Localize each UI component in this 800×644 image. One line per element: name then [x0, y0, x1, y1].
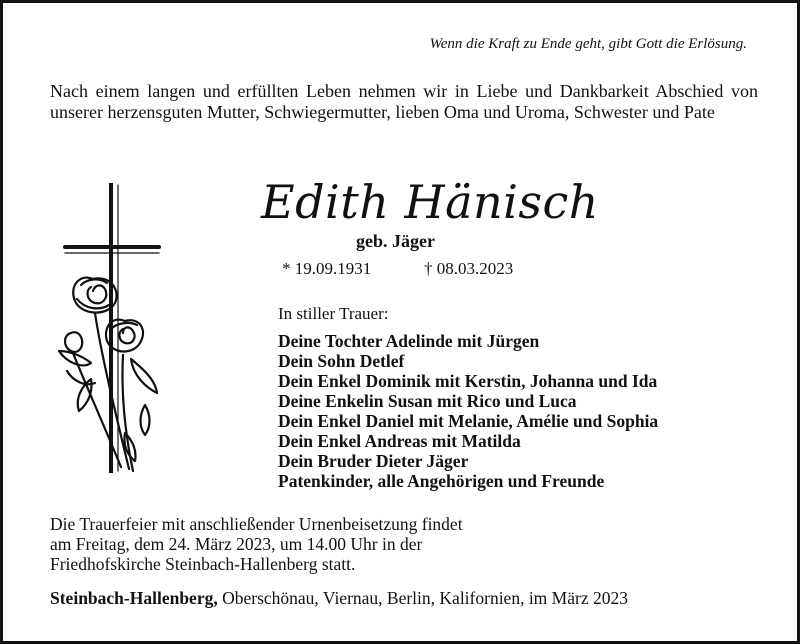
death-date: † 08.03.2023 — [424, 259, 514, 278]
list-item: Dein Sohn Detlef — [278, 351, 405, 371]
list-item: Dein Enkel Daniel mit Melanie, Amélie und Sophia — [278, 411, 659, 431]
list-item: Dein Enkel Dominik mit Kerstin, Johanna und Ida — [278, 371, 658, 391]
birth-date: * 19.09.1931 — [282, 259, 372, 278]
funeral-line: am Freitag, dem 24. März 2023, um 14.00 Uhr in der — [50, 534, 423, 554]
funeral-line: Friedhofskirche Steinbach-Hallenberg statt. — [50, 554, 356, 574]
deceased-name: Edith Hänisch — [261, 175, 599, 229]
mourning-label: In stiller Trauer: — [278, 304, 389, 323]
list-item: Dein Bruder Dieter Jäger — [278, 451, 469, 471]
motto-quote: Wenn die Kraft zu Ende geht, gibt Gott die Erlösung. — [429, 36, 747, 52]
list-item: Deine Enkelin Susan mit Rico und Luca — [278, 391, 577, 411]
cross-with-roses-icon — [51, 183, 163, 473]
mourners-list — [278, 331, 658, 491]
list-item: Patenkinder, alle Angehörigen und Freunde — [278, 471, 605, 491]
funeral-line: Die Trauerfeier mit anschließender Urnenbeisetzung findet — [50, 514, 463, 534]
list-item: Deine Tochter Adelinde mit Jürgen — [278, 331, 540, 351]
places-rest: Oberschönau, Viernau, Berlin, Kalifornien, im März 2023 — [217, 588, 628, 608]
places-line — [50, 588, 628, 609]
places-main: Steinbach-Hallenberg, — [50, 588, 218, 608]
list-item: Dein Enkel Andreas mit Matilda — [278, 431, 521, 451]
intro-text: Nach einem langen und erfüllten Leben nehmen wir in Liebe und Dankbarkeit Abschied von unserer herzensguten Mutter, Schwiegermutter, lieben Oma und Uroma, Schwester und Pate — [50, 81, 758, 122]
birth-name: geb. Jäger — [356, 231, 435, 251]
life-dates — [282, 259, 514, 279]
funeral-info — [50, 514, 463, 574]
